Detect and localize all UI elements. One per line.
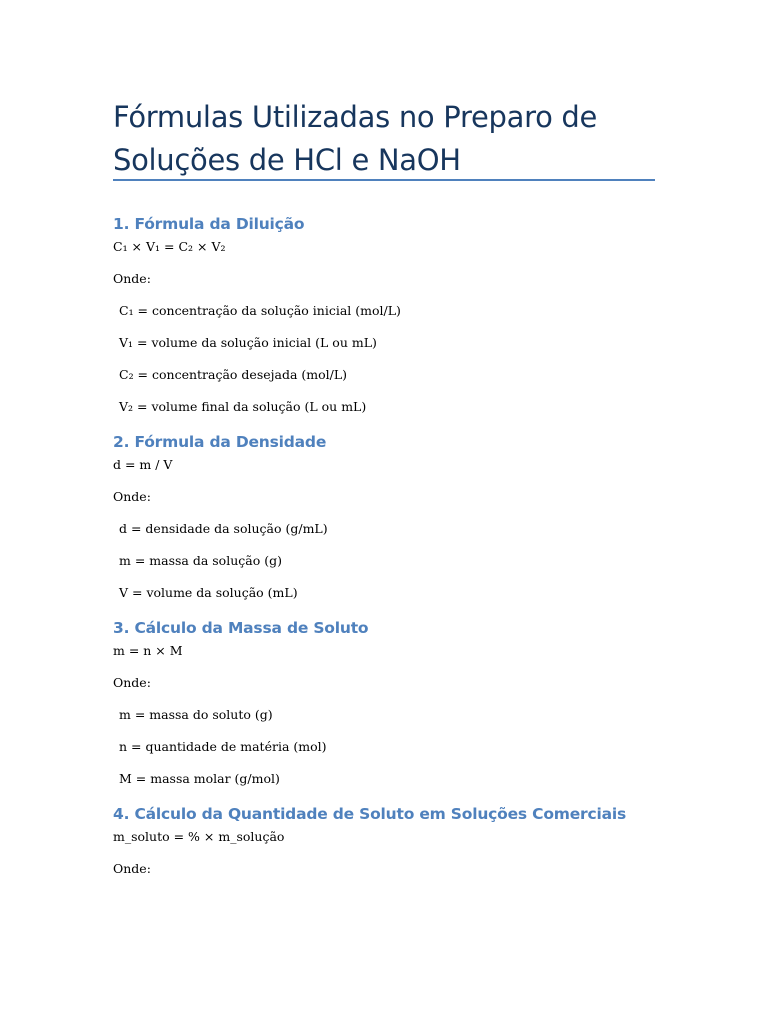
variable-definition: d = densidade da solução (g/mL) <box>119 521 328 536</box>
document-body <box>113 212 673 890</box>
formula-line: m = n × M <box>113 643 183 658</box>
title-underline <box>113 179 655 181</box>
variable-definition: V₂ = volume final da solução (L ou mL) <box>119 399 367 414</box>
section-heading: 3. Cálculo da Massa de Soluto <box>113 619 369 637</box>
section-heading: 2. Fórmula da Densidade <box>113 433 327 451</box>
formula-line: C₁ × V₁ = C₂ × V₂ <box>113 239 226 254</box>
formula-line: d = m / V <box>113 457 173 472</box>
variable-definition: m = massa da solução (g) <box>119 553 282 568</box>
onde-label: Onde: <box>113 489 151 504</box>
onde-label: Onde: <box>113 271 151 286</box>
variable-definition: C₁ = concentração da solução inicial (mol/L) <box>119 303 401 318</box>
title-line-2: Soluções de HCl e NaOH <box>113 143 461 177</box>
formula-line: m_soluto = % × m_solução <box>113 829 285 844</box>
variable-definition: M = massa molar (g/mol) <box>119 771 280 786</box>
variable-definition: V₁ = volume da solução inicial (L ou mL) <box>119 335 377 350</box>
variable-definition: m = massa do soluto (g) <box>119 707 273 722</box>
variable-definition: C₂ = concentração desejada (mol/L) <box>119 367 348 382</box>
document-title <box>113 96 673 182</box>
title-line-1: Fórmulas Utilizadas no Preparo de <box>113 100 598 134</box>
section-massa-soluto <box>113 616 673 800</box>
section-solucoes-comerciais <box>113 802 673 890</box>
section-densidade <box>113 430 673 614</box>
onde-label: Onde: <box>113 675 151 690</box>
variable-definition: V = volume da solução (mL) <box>119 585 298 600</box>
onde-label: Onde: <box>113 861 151 876</box>
section-diluicao <box>113 212 673 428</box>
variable-definition: n = quantidade de matéria (mol) <box>119 739 327 754</box>
section-heading: 1. Fórmula da Diluição <box>113 215 305 233</box>
section-heading: 4. Cálculo da Quantidade de Soluto em Soluções Comerciais <box>113 805 626 823</box>
